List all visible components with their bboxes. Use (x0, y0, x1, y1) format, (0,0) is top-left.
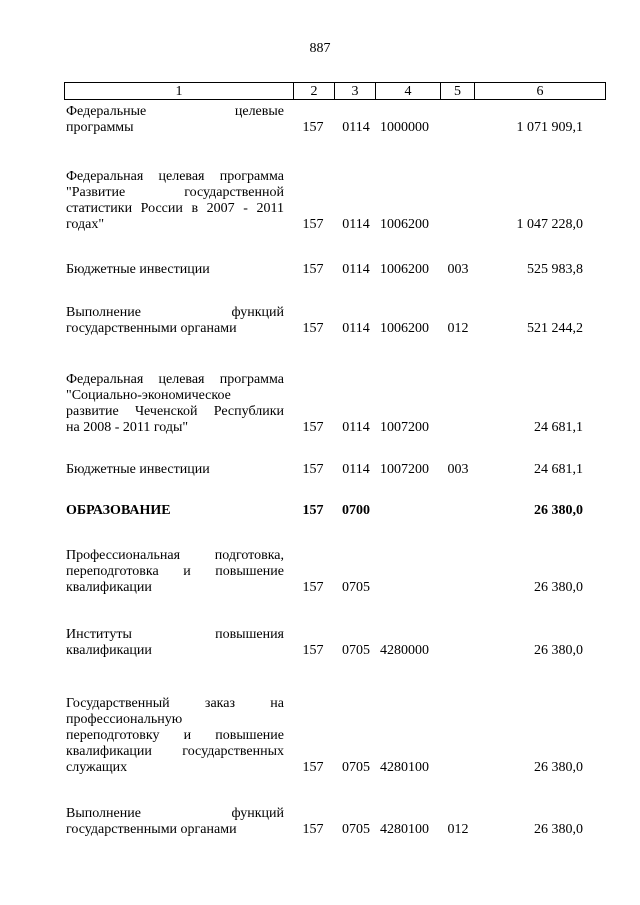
row-name-line: Институты повышения (66, 627, 284, 642)
row-c6-value: 26 380,0 (534, 503, 583, 518)
row-name-line: Федеральные целевые (66, 104, 284, 119)
row-c5-value: 012 (447, 321, 469, 336)
row-c4-value: 4280100 (380, 822, 429, 837)
row-c6-value: 521 244,2 (527, 321, 583, 336)
row-name (66, 627, 284, 659)
row-c4-value: 1007200 (380, 420, 429, 435)
table-header (64, 82, 606, 100)
header-col-3: 3 (351, 84, 359, 99)
row-name-line: государственными органами (66, 822, 237, 837)
row-c4-value: 1006200 (380, 217, 429, 232)
row-c2-value: 157 (302, 580, 324, 595)
row-name-line: Бюджетные инвестиции (66, 262, 210, 277)
row-c4-value: 1000000 (380, 120, 429, 135)
row-name (66, 104, 284, 136)
header-col-6: 6 (536, 84, 544, 99)
row-c3-value: 0114 (342, 462, 370, 477)
row-name-line: Профессиональная подготовка, (66, 548, 284, 563)
row-name-line: статистики России в 2007 - 2011 (66, 201, 284, 216)
row-c3-value: 0114 (342, 262, 370, 277)
row-c3-value: 0700 (342, 503, 370, 518)
row-name-line: "Развитие государственной (66, 185, 284, 200)
row-name (66, 548, 284, 596)
row-name-line: переподготовка и повышение (66, 564, 284, 579)
row-name-line: Федеральная целевая программа (66, 169, 284, 184)
row-c5-value: 003 (447, 262, 469, 277)
row-c2-value: 157 (302, 420, 324, 435)
row-c3-value: 0705 (342, 643, 370, 658)
row-name-line: квалификации (66, 643, 152, 658)
row-c2-value: 157 (302, 321, 324, 336)
row-name (66, 305, 284, 337)
row-c2-value: 157 (302, 120, 324, 135)
row-c6-value: 26 380,0 (534, 643, 583, 658)
row-c4-value: 1007200 (380, 462, 429, 477)
row-c6-value: 1 071 909,1 (516, 120, 583, 135)
row-name-line: "Социально-экономическое (66, 388, 231, 403)
row-c6-value: 26 380,0 (534, 760, 583, 775)
row-name (66, 806, 284, 838)
row-c3-value: 0114 (342, 120, 370, 135)
row-name-line: Государственный заказ на (66, 696, 284, 711)
row-c3-value: 0114 (342, 217, 370, 232)
row-name (66, 696, 284, 776)
row-name-line: на 2008 - 2011 годы" (66, 420, 189, 435)
row-c6-value: 26 380,0 (534, 580, 583, 595)
row-name-line: квалификации государственных (66, 744, 284, 759)
row-c2-value: 157 (302, 217, 324, 232)
row-c3-value: 0705 (342, 760, 370, 775)
header-col-4: 4 (404, 84, 412, 99)
row-c6-value: 24 681,1 (534, 462, 583, 477)
row-name (66, 262, 284, 278)
header-col-2: 2 (310, 84, 318, 99)
row-name (66, 503, 284, 519)
row-c6-value: 525 983,8 (527, 262, 583, 277)
row-name-line: ОБРАЗОВАНИЕ (66, 503, 171, 518)
page-number: 887 (309, 41, 331, 56)
row-name-line: служащих (66, 760, 128, 775)
row-c3-value: 0705 (342, 580, 370, 595)
row-name-line: государственными органами (66, 321, 237, 336)
row-c3-value: 0705 (342, 822, 370, 837)
row-c2-value: 157 (302, 503, 324, 518)
row-name-line: годах" (66, 217, 105, 232)
row-c6-value: 24 681,1 (534, 420, 583, 435)
row-name-line: Выполнение функций (66, 305, 284, 320)
row-name-line: Выполнение функций (66, 806, 284, 821)
row-c6-value: 26 380,0 (534, 822, 583, 837)
row-name-line: переподготовку и повышение (66, 728, 284, 743)
row-c4-value: 4280000 (380, 643, 429, 658)
row-c5-value: 003 (447, 462, 469, 477)
row-c3-value: 0114 (342, 321, 370, 336)
row-c5-value: 012 (447, 822, 469, 837)
row-c2-value: 157 (302, 760, 324, 775)
row-name-line: Федеральная целевая программа (66, 372, 284, 387)
row-c2-value: 157 (302, 822, 324, 837)
row-c4-value: 4280100 (380, 760, 429, 775)
row-c4-value: 1006200 (380, 262, 429, 277)
row-c4-value: 1006200 (380, 321, 429, 336)
header-col-1: 1 (175, 84, 183, 99)
row-c3-value: 0114 (342, 420, 370, 435)
row-c2-value: 157 (302, 643, 324, 658)
header-col-5: 5 (454, 84, 461, 99)
row-name-line: развитие Чеченской Республики (66, 404, 284, 419)
row-c6-value: 1 047 228,0 (516, 217, 583, 232)
row-name-line: профессиональную (66, 712, 183, 727)
row-name-line: квалификации (66, 580, 152, 595)
row-c2-value: 157 (302, 462, 324, 477)
row-name-line: программы (66, 120, 134, 135)
row-name (66, 462, 284, 478)
row-c2-value: 157 (302, 262, 324, 277)
row-name (66, 372, 284, 436)
row-name (66, 169, 284, 233)
row-name-line: Бюджетные инвестиции (66, 462, 210, 477)
